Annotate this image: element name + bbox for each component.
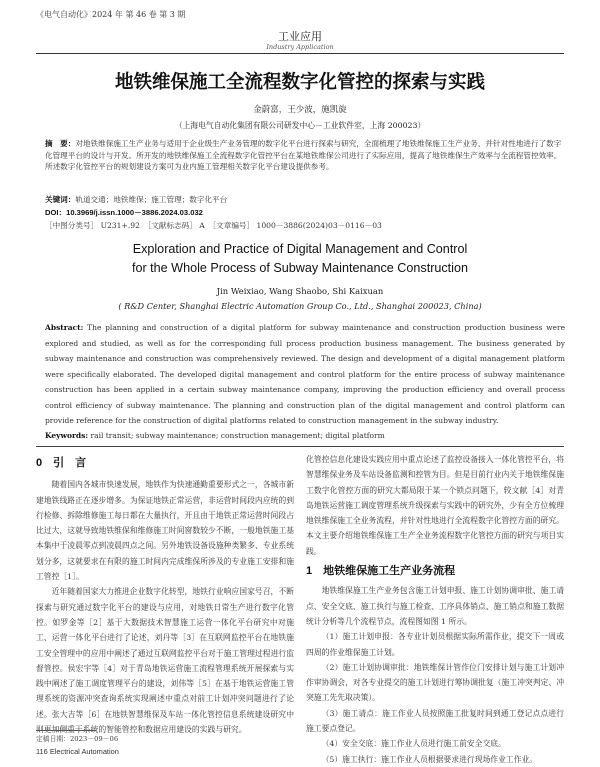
right-column xyxy=(306,452,564,767)
col2-paragraph-1: 化管控信息化建设实践应用中重点论述了监控设备接入一体化管控平台，将智慧维保业务及车站设备监测和控管为目。但是目前行业内关于地铁维保施工数字化管控方面的研究大都局限于某一个锁点问题下，较文献［4］对青岛地铁运营施工调度管理系统升级探索与实践中的研究外，少有全方位梳理地铁维保施工全业务流程，并针对性地进行全流程数字化管控方面的研究。本文主要介绍地铁维保施工生产全业务流程数字化管控方面的研究与项目实践。 xyxy=(306,455,564,556)
list-item-5: （5）施工执行：施工作业人员根据要求进行现场作业工作业。 xyxy=(321,754,538,764)
sec0-paragraph-2: 近年随着国家大力推进企业数字化转型，地铁行业响应国家号召，不断探索与研究通过数字化平台的建设与应用，对地铁日常生产进行数字化管控。如罗金等［2］基于大数据技术智慧施工运营一体化平台研究中对施工、运营一体化平台进行了论述，刘丹等［3］在互联网监控平台在地铁施工安全管理中的应用中阐述了通过互联网监控平台对于施工管理过程进行监督管控。侯宏宇等［4］对于青岛地铁运营施工流程管理系统开展探索与实践中阐述了施工调度管理平台的建设，刘伟等［5］在基于地铁运营施工管理系统的资源冲突查询系统实现阐述中重点对前工计划冲突问题进行了论述。张大吉等［6］在地铁智慧维保及车站一体化管控信息系统建设研究中则更加侧重于系统的智能管控和数据应用建设的实践与研究。 xyxy=(36,587,294,735)
header-rule xyxy=(36,53,564,54)
section-title: 工业应用 xyxy=(278,31,322,43)
title-en-line2: for the Whole Process of Subway Maintenance Construction xyxy=(131,261,468,275)
paper-title-en xyxy=(0,240,600,278)
title-en-line1: Exploration and Practice of Digital Management and Control xyxy=(132,242,468,256)
list-item-2: （2）施工计划协调审批：地铁维保计管作位门安排计划与施工计划冲作审协调会，对各专业提交的施工计划进行筹协调批复（施工冲突判定、冲突施工先先取决策）。 xyxy=(306,662,564,703)
classification: ［中图分类号］ U231+.92 ［文献标志码］ A ［文章编号］ 1000－3886(2024)03－0116－03 xyxy=(45,221,382,230)
list-item-3: （3）施工请点：施工作业人员按照施工批复时间到通工登记点点进行施工要点登记。 xyxy=(306,708,564,734)
abstract-rule xyxy=(36,446,564,447)
list-item-1: （1）施工计划申报：各专业计划员根据实际所需作业，提交下一周或四周的作业维保施工计划。 xyxy=(306,632,564,657)
abstract-en xyxy=(45,320,565,429)
list-item-4: （4）安全交底：施工作业人员进行施工前安全交底。 xyxy=(321,739,506,749)
abstract-text-en: The planning and construction of a digital platform for subway maintenance and construction production business were explored and studied, as well as for the corresponding full process production business management. The business generated by subway maintenance and construction was comprehensively reviewed. The design and development of a digital management platform were specifically elaborated. The developed digital management and control platform for the entire process of subway maintenance construction has been applied in a certain subway maintenance company, improving the production efficiency and overall process control efficiency of subway maintenance. The planning and construction plan of the digital management and control platform can provide reference for the construction of digital platforms related to construction management in the subway industry. xyxy=(45,323,566,425)
authors-en: Jin Weixiao, Wang Shaobo, Shi Kaixuan xyxy=(216,286,384,296)
section-1-heading: 1 地铁维保施工生产业务流程 xyxy=(306,565,456,578)
section-subtitle: Industry Application xyxy=(266,43,334,51)
abstract-cn xyxy=(45,138,565,173)
keywords-label-cn: 关键词： xyxy=(45,195,76,204)
affiliation-cn: （上海电气自动化集团有限公司研发中心－工业软件室，上海 200023） xyxy=(174,121,426,130)
keywords-en xyxy=(45,428,565,444)
journal-info: 《电气自动化》2024 年 第 46 卷 第 3 期 xyxy=(36,10,186,19)
page-number: 116 Electrical Automation xyxy=(36,747,119,756)
sec1-paragraph-1: 地铁维保施工生产业务包含施工计划申报、施工计划协调审批、施工请点、安全交底、施工执行与施工检查、工序具体销点、施工销点和施工数据统计分析等几个流程节点，流程图如图 1 所示。 xyxy=(306,586,564,626)
keywords-text-cn: 轨道交通；地铁维保；施工管理；数字化平台 xyxy=(75,195,228,204)
keywords-cn xyxy=(45,194,565,206)
received-date: 定稿日期：2023－09－06 xyxy=(36,735,119,743)
paper-title-cn: 地铁维保施工全流程数字化管控的探索与实践 xyxy=(114,71,485,92)
keywords-label-en: Keywords: xyxy=(45,431,89,440)
abstract-label-en: Abstract: xyxy=(45,323,84,332)
doi: DOI：10.3969/j.issn.1000－3886.2024.03.032 xyxy=(45,208,203,217)
authors-cn: 金蔚富，王少波，施凯旋 xyxy=(253,105,347,115)
keywords-text-en: rail transit; subway maintenance; construction management; digital platform xyxy=(90,431,385,440)
abstract-text-cn: 对地铁维保施工生产业务与适用于企业级生产业务管理的数字化平台进行探索与研究，全面梳理了地铁维保施工生产业务，并针对性地进行了数字化管理平台的设计与开发。所开发的地铁维保施工全流程数字化管控平台在某地铁维保公司进行了实际应用，提高了地铁维保生产效率与全流程管控效率。所述数字化管控平台的规划建设方案可为业内施工管理相关数字化平台建设提供参考。 xyxy=(45,139,562,172)
sec0-paragraph-1: 随着国内各城市快速发展，地铁作为快速通勤重要形式之一，各城市新建地铁线路正在逐步增多。为保证地铁正常运营，非运营时间段内应统的到行检修、拆除维修施工每日都在大量执行，开且由于地铁正常运营时间段占比过大，这就导致地铁维保和维修施工时间窗数较少不断，一般地铁施工基本集中于凌晨零点到凌晨四点之间。另外地铁设备设施种类繁多、专业系统划分多，这就要求在有限的施工时间内完成维保所涉及的专业施工安排和施工管控［1］。 xyxy=(36,480,294,582)
abstract-label-cn: 摘 要： xyxy=(45,139,76,148)
footnote-rule xyxy=(36,730,96,731)
affiliation-en: ( R&D Center, Shanghai Electric Automation Group Co., Ltd., Shanghai 200023, China) xyxy=(118,301,482,311)
section-0-heading: 0 引 言 xyxy=(36,457,87,469)
left-column xyxy=(36,452,294,737)
